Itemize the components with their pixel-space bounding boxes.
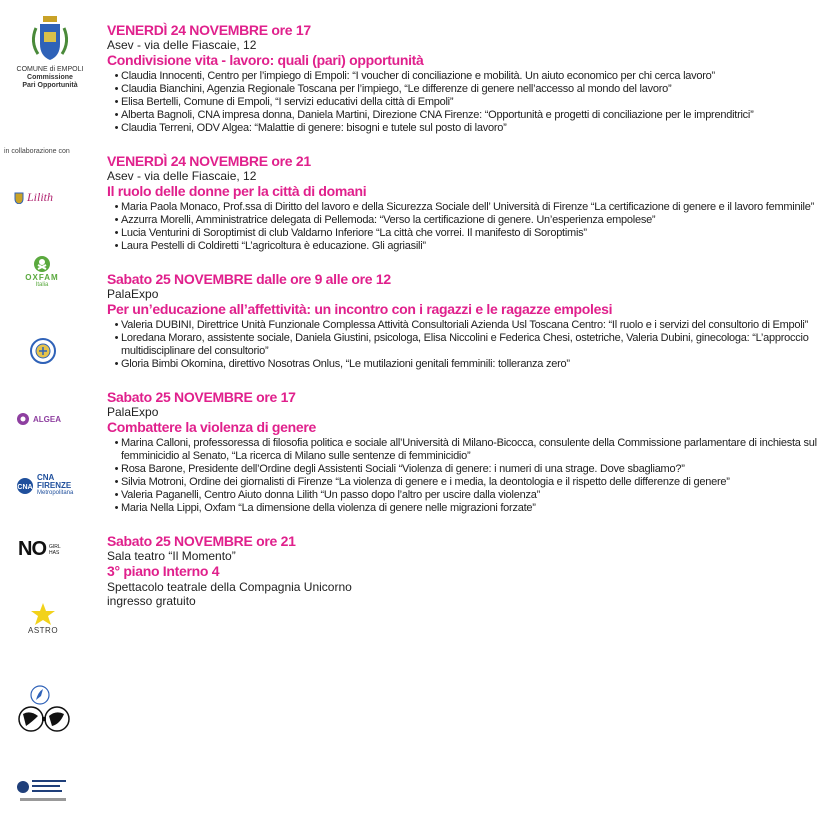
- oxfam-logo: [22, 255, 62, 288]
- event-5: [107, 533, 819, 608]
- event-2: [107, 153, 819, 253]
- oxfam-sub: Italia: [35, 282, 49, 288]
- oxfam-symbol-icon: [33, 255, 51, 273]
- svg-text:CNA: CNA: [17, 483, 33, 491]
- lilith-logo: [14, 190, 53, 205]
- event-admission: ingresso gratuito: [107, 594, 196, 608]
- lilith-name: Lilith: [27, 190, 54, 204]
- event-location: PalaExpo: [107, 405, 159, 419]
- no-logo: [18, 538, 63, 561]
- event-location: PalaExpo: [107, 287, 159, 301]
- event-title: Combattere la violenza di genere: [107, 419, 317, 435]
- event-description: Spettacolo teatrale della Compagnia Unicorno: [107, 580, 352, 594]
- speaker-list: [107, 437, 819, 515]
- list-item: • Rosa Barone, Presidente dell’Ordine degli Assistenti Sociali “Violenza di genere: i numeri di una strage. Dove sbagliamo?”: [121, 463, 819, 476]
- list-item: • Valeria Paganelli, Centro Aiuto donna Lilith “Un passo dopo l’altro per uscire dalla violenza”: [121, 489, 819, 502]
- event-date: Sabato 25 NOVEMBRE ore 21: [107, 533, 296, 549]
- list-item: • Laura Pestelli di Coldiretti “L’agricoltura è educazione. Gli agriasili”: [121, 240, 819, 253]
- list-item: • Gloria Bimbi Okomina, direttivo Nosotras Onlus, “Le mutilazioni genitali femminili: tolleranza zero”: [121, 358, 819, 371]
- event-3: [107, 271, 819, 371]
- event-location: Asev - via delle Fiascaie, 12: [107, 169, 257, 183]
- event-title: Il ruolo delle donne per la città di domani: [107, 183, 367, 199]
- sistema-emblem-icon: [16, 776, 68, 806]
- commissione-label: Commissione: [27, 74, 73, 81]
- speaker-list: [107, 70, 819, 135]
- pari-opportunita-label: Pari Opportunità: [22, 82, 78, 89]
- no-sub: GIRL HAS: [49, 543, 61, 556]
- partner-logos-sidebar: [0, 0, 100, 827]
- comune-empoli-logo: [14, 14, 86, 90]
- astro-star-icon: [30, 602, 56, 626]
- event-date: Sabato 25 NOVEMBRE ore 17: [107, 389, 296, 405]
- event-date: VENERDÌ 24 NOVEMBRE ore 17: [107, 22, 311, 38]
- soroptimist-emblem-icon: [30, 338, 56, 364]
- sistema-logo: [16, 776, 68, 806]
- list-item: • Maria Nella Lippi, Oxfam “La dimensione della violenza di genere nelle migrazioni forzate”: [121, 502, 819, 515]
- event-title: 3° piano Interno 4: [107, 563, 220, 579]
- list-item: • Maria Paola Monaco, Prof.ssa di Diritto del lavoro e della Sicurezza Sociale dell’ Università di Firenze “La certificazione di genere e il lavoro femminile”: [121, 201, 819, 214]
- cna-name: CNA: [37, 473, 55, 482]
- lilith-shield-icon: [14, 192, 24, 204]
- list-item: • Marina Calloni, professoressa di filosofia politica e sociale all’Università di Milano-Bicocca, consulente della Commissione parlamentare di inchiesta sul femminicidio al Senato, “La ricerca di Milano sulle sentenze di femminicidio”: [121, 437, 819, 463]
- oxfam-name: OXFAM: [25, 273, 59, 282]
- program-list: [107, 22, 819, 626]
- list-item: • Claudia Bianchini, Agenzia Regionale Toscana per l’impiego, “Le differenze di genere nell’accesso al mondo del lavoro”: [121, 83, 819, 96]
- globe-logo: [18, 704, 70, 734]
- algea-name: ALGEA: [33, 414, 61, 424]
- algea-flower-icon: [16, 412, 30, 426]
- list-item: • Silvia Motroni, Ordine dei giornalisti di Firenze “La violenza di genere e i media, la deontologia e il rispetto delle differenze di genere”: [121, 476, 819, 489]
- list-item: • Elisa Bertelli, Comune di Empoli, “I servizi educativi della città di Empoli”: [121, 96, 819, 109]
- cna-metro: Metropolitana: [37, 490, 74, 496]
- list-item: • Alberta Bagnoli, CNA impresa donna, Daniela Martini, Direzione CNA Firenze: “Opportunità e progetti di conciliazione per le imprenditrici”: [121, 109, 819, 122]
- event-title: Per un’educazione all’affettività: un incontro con i ragazzi e le ragazze empolesi: [107, 301, 613, 317]
- astro-logo: [28, 602, 58, 635]
- comune-empoli-name: COMUNE di EMPOLI: [16, 66, 84, 73]
- partners-label: in collaborazione con: [4, 148, 70, 155]
- event-1: [107, 22, 819, 135]
- cna-circle-icon: [16, 477, 34, 495]
- cna-firenze-logo: [16, 474, 73, 497]
- list-item: • Loredana Moraro, assistente sociale, Daniela Giustini, psicologa, Elisa Niccolini e Federica Chesi, ostetriche, Valeria Dubini, ginecologa: “L’approccio multidisciplinare del consultorio”: [121, 332, 819, 358]
- event-title: Condivisione vita - lavoro: quali (pari) opportunità: [107, 52, 424, 68]
- event-date: VENERDÌ 24 NOVEMBRE ore 21: [107, 153, 311, 169]
- list-item: • Claudia Innocenti, Centro per l’impiego di Empoli: “I voucher di conciliazione e mobilità. Un aiuto economico per chi cerca lavoro”: [121, 70, 819, 83]
- event-location: Sala teatro “Il Momento”: [107, 549, 236, 563]
- speaker-list: [107, 319, 819, 371]
- globe-icon: [18, 704, 70, 734]
- unicorn-logo: [30, 684, 50, 706]
- cna-city: FIRENZE: [37, 481, 72, 490]
- no-mark: NO: [18, 538, 46, 560]
- event-location: Asev - via delle Fiascaie, 12: [107, 38, 257, 52]
- event-4: [107, 389, 819, 515]
- list-item: • Valeria DUBINI, Direttrice Unità Funzionale Complessa Attività Consultoriali Azienda Usl Toscana Centro: “Il ruolo e i servizi del consultorio di Empoli”: [121, 319, 819, 332]
- astro-name: ASTRO: [28, 626, 59, 635]
- coat-of-arms-icon: [28, 14, 72, 64]
- speaker-list: [107, 201, 819, 253]
- algea-logo: [16, 412, 61, 426]
- soroptimist-logo: [30, 338, 56, 364]
- list-item: • Azzurra Morelli, Amministratrice delegata di Pellemoda: “Verso la certificazione di genere. Un’esperienza empolese”: [121, 214, 819, 227]
- list-item: • Lucia Venturini di Soroptimist di club Valdarno Inferiore “La città che vorrei. Il manifesto di Soroptimis”: [121, 227, 819, 240]
- event-date: Sabato 25 NOVEMBRE dalle ore 9 alle ore 12: [107, 271, 391, 287]
- list-item: • Claudia Terreni, ODV Algea: “Malattie di genere: bisogni e tutele sul posto di lavoro”: [121, 122, 819, 135]
- unicorn-icon: [30, 684, 50, 706]
